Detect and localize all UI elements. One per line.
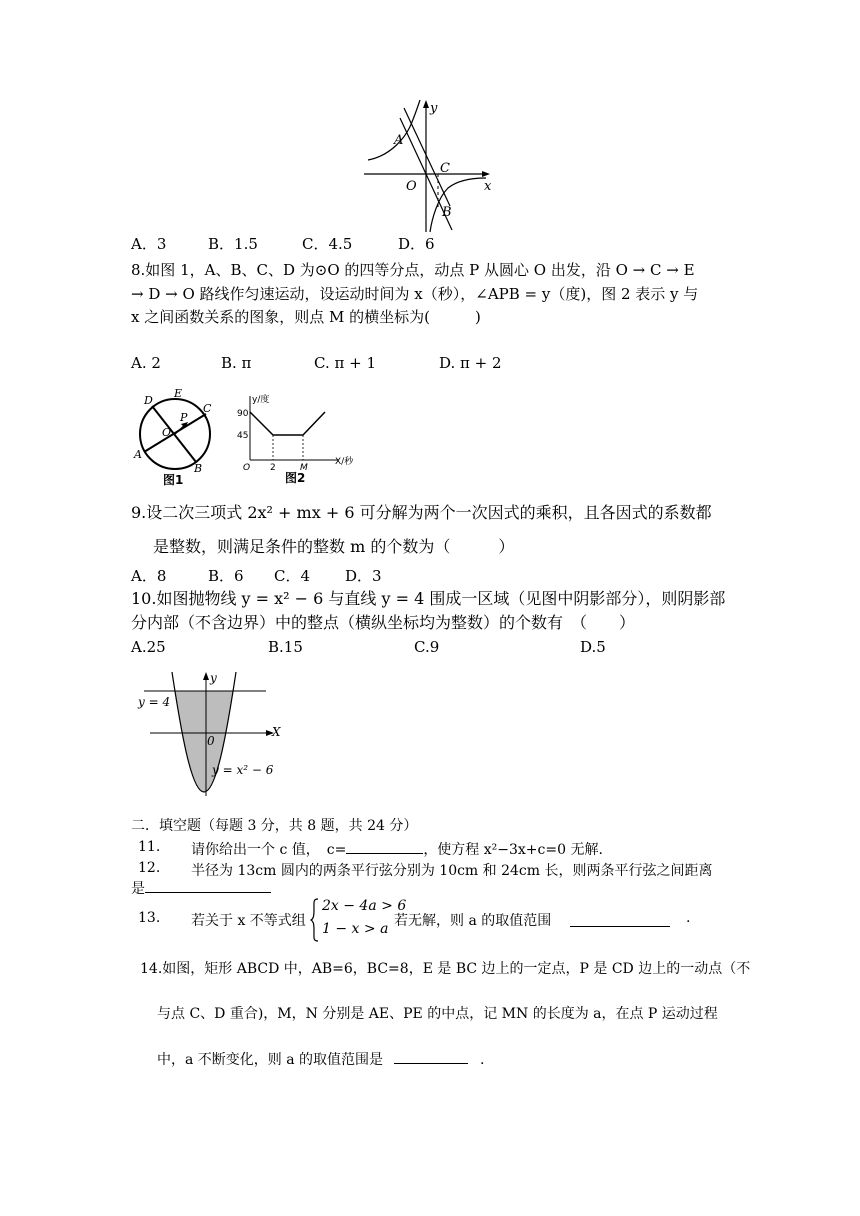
q11-text-pre: 请你给出一个 c 值， c= bbox=[191, 842, 347, 858]
q7-option-c[interactable]: C．4.5 bbox=[302, 235, 353, 253]
q12-number: 12. bbox=[138, 860, 161, 876]
q11-text-post: ，使方程 x²−3x+c=0 无解. bbox=[423, 842, 603, 858]
q12-answer-blank[interactable] bbox=[145, 878, 271, 893]
q14-line3 bbox=[157, 1049, 484, 1069]
q13-number: 13. bbox=[138, 910, 161, 926]
q11-number: 11. bbox=[138, 839, 161, 855]
q7-label-x: x bbox=[484, 179, 492, 194]
q8-fig1-label-a: A bbox=[134, 448, 142, 461]
q7-label-b: B bbox=[442, 205, 452, 220]
q8-fig1-label-d: D bbox=[144, 394, 153, 407]
q13-pre: 若关于 x 不等式组 bbox=[191, 913, 306, 929]
q13-end: . bbox=[686, 910, 691, 926]
q14-line3-text: 中，a 不断变化，则 a 的取值范围是 bbox=[157, 1052, 384, 1068]
q8-fig2-caption: 图2 bbox=[285, 471, 306, 484]
q10-label-curve: y = x² − 6 bbox=[212, 763, 274, 777]
q7-label-o: O bbox=[406, 179, 417, 194]
q14-line1: 14.如图，矩形 ABCD 中，AB=6，BC=8，E 是 BC 边上的一定点，P 是 CD 边上的一动点（不 bbox=[140, 961, 751, 977]
q8-fig1-label-o: O bbox=[162, 426, 172, 439]
q8-options bbox=[131, 353, 502, 373]
q7-y-arrow bbox=[423, 100, 429, 108]
q7-hyperbola-left bbox=[368, 100, 420, 160]
q11-text bbox=[191, 839, 603, 859]
q8-fig1-label-c: C bbox=[203, 402, 212, 415]
q9-line1: 9.设二次三项式 2x² + mx + 6 可分解为两个一次因式的乘积，且各因式的系数都 bbox=[131, 503, 712, 522]
section2-header: 二．填空题（每题 3 分，共 8 题，共 24 分） bbox=[131, 818, 418, 834]
q10-option-d[interactable]: D.5 bbox=[580, 638, 606, 656]
q8-option-b[interactable]: B. π bbox=[221, 354, 252, 372]
q13-answer-blank[interactable] bbox=[570, 912, 670, 927]
q10-line2: 分内部（不含边界）中的整点（横纵坐标均为整数）的个数有 （ ） bbox=[131, 613, 636, 632]
q12-line2-text: 是 bbox=[131, 881, 145, 897]
q14-end: . bbox=[479, 1052, 485, 1068]
q8-fig1-label-b: B bbox=[194, 462, 203, 475]
q9-line2: 是整数，则满足条件的整数 m 的个数为（ ） bbox=[153, 537, 515, 556]
q8-fig1-caption: 图1 bbox=[163, 473, 184, 486]
q9-option-a[interactable]: A．8 bbox=[131, 567, 167, 585]
q7-option-d[interactable]: D．6 bbox=[398, 235, 435, 253]
q8-option-c[interactable]: C. π + 1 bbox=[314, 354, 376, 372]
q10-label-x: X bbox=[272, 725, 281, 739]
q10-label-o: 0 bbox=[207, 734, 215, 748]
q8-fig2-ylabel: y/度 bbox=[252, 395, 270, 405]
q8-line2: → D → O 路线作匀速运动，设运动时间为 x（秒），∠APB = y（度)，图 2 表示 y 与 bbox=[131, 285, 699, 303]
q8-fig1-label-p: P bbox=[180, 411, 188, 424]
q8-fig2-tick-m: M bbox=[300, 463, 308, 473]
q7-label-c: C bbox=[440, 161, 450, 176]
q12-line1: 半径为 13cm 圆内的两条平行弦分别为 10cm 和 24cm 长，则两条平行弦之间距离 bbox=[191, 863, 713, 879]
q8-figure-2 bbox=[235, 392, 365, 484]
q10-label-y: y bbox=[210, 671, 217, 685]
q8-line1: 8.如图 1，A、B、C、D 为⊙O 的四等分点，动点 P 从圆心 O 出发，沿 O → C → E bbox=[131, 261, 695, 279]
q8-fig2-tick-2: 2 bbox=[270, 463, 276, 473]
q8-fig2-graph bbox=[250, 412, 325, 435]
q10-option-b[interactable]: B.15 bbox=[268, 638, 303, 656]
q10-options bbox=[131, 637, 606, 657]
q8-fig2-tick-90: 90 bbox=[237, 409, 249, 419]
q7-option-b[interactable]: B．1.5 bbox=[208, 235, 258, 253]
q9-option-c[interactable]: C．4 bbox=[274, 567, 311, 585]
q7-options bbox=[131, 234, 435, 254]
q10-line1: 10.如图抛物线 y = x² − 6 与直线 y = 4 围成一区域（见图中阴影部分），则阴影部 bbox=[131, 589, 726, 608]
q13-brace-icon bbox=[310, 898, 320, 942]
q9-option-b[interactable]: B．6 bbox=[208, 567, 244, 585]
q14-line2: 与点 C、D 重合)，M，N 分别是 AE、PE 的中点，记 MN 的长度为 a，在点 P 运动过程 bbox=[157, 1006, 718, 1022]
q8-option-a[interactable]: A. 2 bbox=[131, 354, 161, 372]
q13-post: 若无解，则 a 的取值范围 bbox=[394, 913, 552, 929]
q10-option-c[interactable]: C.9 bbox=[414, 638, 440, 656]
q8-line3: x 之间函数关系的图象，则点 M 的横坐标为( ) bbox=[131, 308, 481, 326]
q8-fig2-tick-45: 45 bbox=[237, 431, 249, 441]
q8-figure-1 bbox=[130, 386, 225, 486]
q7-option-a[interactable]: A．3 bbox=[131, 235, 167, 253]
q8-fig1-label-e: E bbox=[174, 387, 183, 400]
q9-option-d[interactable]: D．3 bbox=[345, 567, 382, 585]
q14-answer-blank[interactable] bbox=[394, 1049, 468, 1064]
q8-option-d[interactable]: D. π + 2 bbox=[439, 354, 502, 372]
q10-figure bbox=[130, 668, 290, 798]
q7-label-y: y bbox=[430, 101, 438, 116]
q10-label-line: y = 4 bbox=[138, 695, 171, 709]
q9-options bbox=[131, 566, 382, 586]
q10-y-arrow bbox=[203, 672, 209, 680]
q13-inequality-1: 2x − 4a > 6 bbox=[322, 898, 407, 914]
q7-x-arrow bbox=[482, 171, 490, 177]
q10-option-a[interactable]: A.25 bbox=[131, 638, 166, 656]
q7-figure bbox=[360, 98, 510, 238]
q13-inequality-2: 1 − x > a bbox=[322, 921, 389, 937]
q12-line2 bbox=[131, 878, 271, 898]
q11-answer-blank[interactable] bbox=[346, 839, 423, 854]
q8-fig2-tick-o: O bbox=[243, 463, 251, 473]
q7-label-a: A bbox=[394, 133, 404, 148]
q8-fig2-xlabel: X/秒 bbox=[335, 457, 354, 467]
